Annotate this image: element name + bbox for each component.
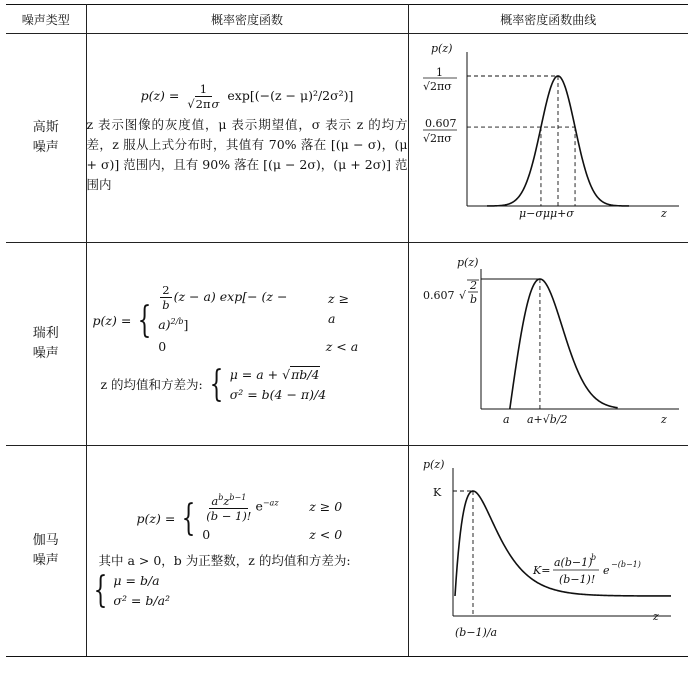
- gamma-chart: [409, 446, 689, 656]
- rayleigh-ylabel: p(z): [456, 256, 478, 269]
- gamma-type-cell: [6, 446, 86, 657]
- gamma-k-num-sup: b: [590, 553, 596, 562]
- gaussian-zlabel: z: [660, 207, 667, 220]
- rayleigh-case1-expr-wrap: [158, 283, 310, 335]
- gaussian-row: [6, 34, 688, 243]
- rayleigh-peak-label: 0.607: [422, 289, 454, 302]
- gamma-case2: [202, 523, 342, 547]
- gamma-type-line1: 伽马: [32, 533, 59, 548]
- rayleigh-case1: [158, 283, 358, 335]
- rayleigh-stats-cases: [230, 365, 326, 405]
- gamma-case2-value: 0: [202, 526, 211, 542]
- gamma-k-den: (b−1)!: [558, 573, 595, 586]
- rayleigh-peak-root-den: b: [469, 293, 477, 306]
- gamma-stats: [87, 571, 408, 611]
- rayleigh-type-line2: 噪声: [32, 346, 59, 361]
- rayleigh-mean-root: √: [282, 367, 291, 383]
- rayleigh-mean-lhs: μ = a +: [229, 367, 279, 383]
- rayleigh-formula: [93, 283, 408, 359]
- header-noise-type: 噪声类型: [6, 5, 86, 34]
- rayleigh-peak-root-num: 2: [469, 279, 477, 292]
- gamma-k-exp-sup: −(b−1): [610, 560, 641, 569]
- rayleigh-curve: [509, 279, 617, 409]
- rayleigh-case1-cond: z ≥ a: [328, 291, 350, 326]
- gamma-zlabel: z: [652, 610, 659, 623]
- rayleigh-case1-frac-num: 2: [162, 282, 170, 297]
- gamma-mean: μ = b/a: [113, 572, 160, 588]
- gamma-case1-num-z: z: [223, 493, 230, 508]
- rayleigh-zlabel: z: [660, 413, 667, 426]
- rayleigh-variance: σ² = b(4 − π)/4: [229, 387, 327, 403]
- gamma-row: [6, 446, 688, 657]
- rayleigh-mean-inner: πb/4: [291, 367, 320, 383]
- rayleigh-graph-cell: [408, 243, 688, 446]
- gamma-formula: [137, 491, 408, 547]
- header-row: [6, 5, 688, 34]
- gaussian-formula-rhs: exp[(−(z − μ)²/2σ²)]: [227, 87, 354, 103]
- rayleigh-case1-frac: [160, 283, 171, 312]
- gaussian-den-sigma: σ: [211, 96, 220, 111]
- rayleigh-stats-brace: {: [209, 364, 224, 406]
- rayleigh-formula-lhs: p(z) =: [92, 313, 132, 328]
- rayleigh-case2: [158, 335, 358, 359]
- noise-pdf-table: [6, 4, 688, 657]
- gamma-brace: {: [181, 497, 196, 539]
- gaussian-formula-den: [185, 97, 221, 111]
- rayleigh-xlabel-a: a: [502, 413, 510, 426]
- rayleigh-stats-lead: z 的均值和方差为:: [100, 377, 203, 393]
- gamma-case1-exp-sup: −az: [262, 498, 279, 508]
- rayleigh-formula-cell: [86, 243, 408, 446]
- rayleigh-type-cell: [6, 243, 86, 446]
- gaussian-formula-num: 1: [199, 81, 208, 96]
- gaussian-peak-den: √2πσ: [422, 80, 452, 93]
- gaussian-chart: [409, 34, 689, 242]
- gamma-case1-num-a: a: [211, 493, 219, 508]
- rayleigh-case1-close: ]: [183, 317, 189, 333]
- rayleigh-brace: {: [137, 300, 152, 341]
- gaussian-mid-num: 0.607: [424, 117, 456, 130]
- gamma-klabel: K: [432, 486, 441, 499]
- gamma-xlabel: (b−1)/a: [454, 626, 497, 639]
- rayleigh-row: [6, 243, 688, 446]
- gaussian-formula-cell: [86, 34, 408, 243]
- gamma-k-num: a(b−1): [553, 556, 592, 569]
- rayleigh-xlabel-peak: a+√b/2: [526, 413, 568, 426]
- gaussian-root-inner: 2π: [195, 96, 211, 111]
- gamma-case1-num-sup2: b−1: [229, 493, 247, 503]
- gamma-case1-cond: z ≥ 0: [309, 498, 343, 514]
- gaussian-ylabel: p(z): [430, 42, 452, 55]
- rayleigh-mean: [230, 365, 326, 385]
- gamma-formula-lhs: p(z) =: [136, 510, 176, 526]
- gamma-case1-exp: e: [255, 498, 263, 514]
- gaussian-peak-num: 1: [435, 66, 443, 79]
- rayleigh-type-line1: 瑞利: [32, 326, 59, 341]
- gamma-graph-cell: [408, 446, 688, 657]
- gaussian-mid-den: √2πσ: [422, 132, 452, 145]
- rayleigh-chart: [409, 243, 689, 445]
- gamma-case1-expr-wrap: [202, 491, 278, 523]
- gamma-ylabel: p(z): [422, 458, 444, 471]
- gamma-cases: [202, 491, 342, 547]
- gamma-stats-brace: {: [93, 569, 107, 611]
- gamma-case1-num-sup1: b: [218, 493, 224, 503]
- gamma-description: 其中 a > 0，b 为正整数，z 的均值和方差为:: [98, 552, 351, 568]
- rayleigh-case1-frac-den: b: [162, 297, 170, 312]
- gamma-case1-frac: [204, 491, 253, 523]
- gaussian-type-cell: [6, 34, 86, 243]
- rayleigh-cases: [158, 283, 358, 359]
- gamma-stats-cases: [113, 571, 170, 611]
- gamma-variance: σ² = b/a²: [113, 592, 171, 608]
- gaussian-formula: [87, 82, 408, 111]
- rayleigh-case1-sup: 2/b: [170, 316, 184, 326]
- rayleigh-stats: [101, 365, 408, 405]
- gaussian-graph-cell: [408, 34, 688, 243]
- gamma-k-exp: e: [602, 564, 610, 577]
- gamma-case2-cond: z < 0: [309, 526, 343, 542]
- gamma-case1-num: [209, 491, 248, 509]
- rayleigh-peak-root: √: [458, 289, 466, 302]
- gamma-formula-cell: [86, 446, 408, 657]
- rayleigh-case2-value: 0: [158, 339, 167, 355]
- gaussian-xlabels: μ−σμμ+σ: [518, 207, 574, 220]
- gaussian-description: z 表示图像的灰度值，μ 表示期望值，σ 表示 z 的均方差，z 服从上式分布时，其值有 70% 落在 [(μ − σ)，(μ + σ)] 范围内，且有 90% 落在 [(μ − 2σ)，(μ + 2σ)] 范围内: [86, 116, 408, 192]
- gamma-case1: [202, 491, 342, 523]
- gamma-type-line2: 噪声: [32, 553, 59, 568]
- gaussian-root-sign: √: [187, 96, 195, 111]
- header-pdf: 概率密度函数: [86, 5, 408, 34]
- gamma-k-lhs: K=: [532, 564, 550, 577]
- rayleigh-case1-expr: (z − a) exp[− (z − a): [158, 288, 288, 333]
- gamma-case1-den: (b − 1)!: [206, 508, 252, 523]
- header-pdf-curve: 概率密度函数曲线: [408, 5, 688, 34]
- gaussian-type-line1: 高斯: [32, 120, 59, 135]
- rayleigh-case2-cond: z < a: [325, 339, 359, 355]
- gaussian-formula-lhs: p(z) =: [140, 87, 180, 103]
- gaussian-formula-fraction: [185, 82, 221, 111]
- gaussian-type-line2: 噪声: [32, 140, 59, 155]
